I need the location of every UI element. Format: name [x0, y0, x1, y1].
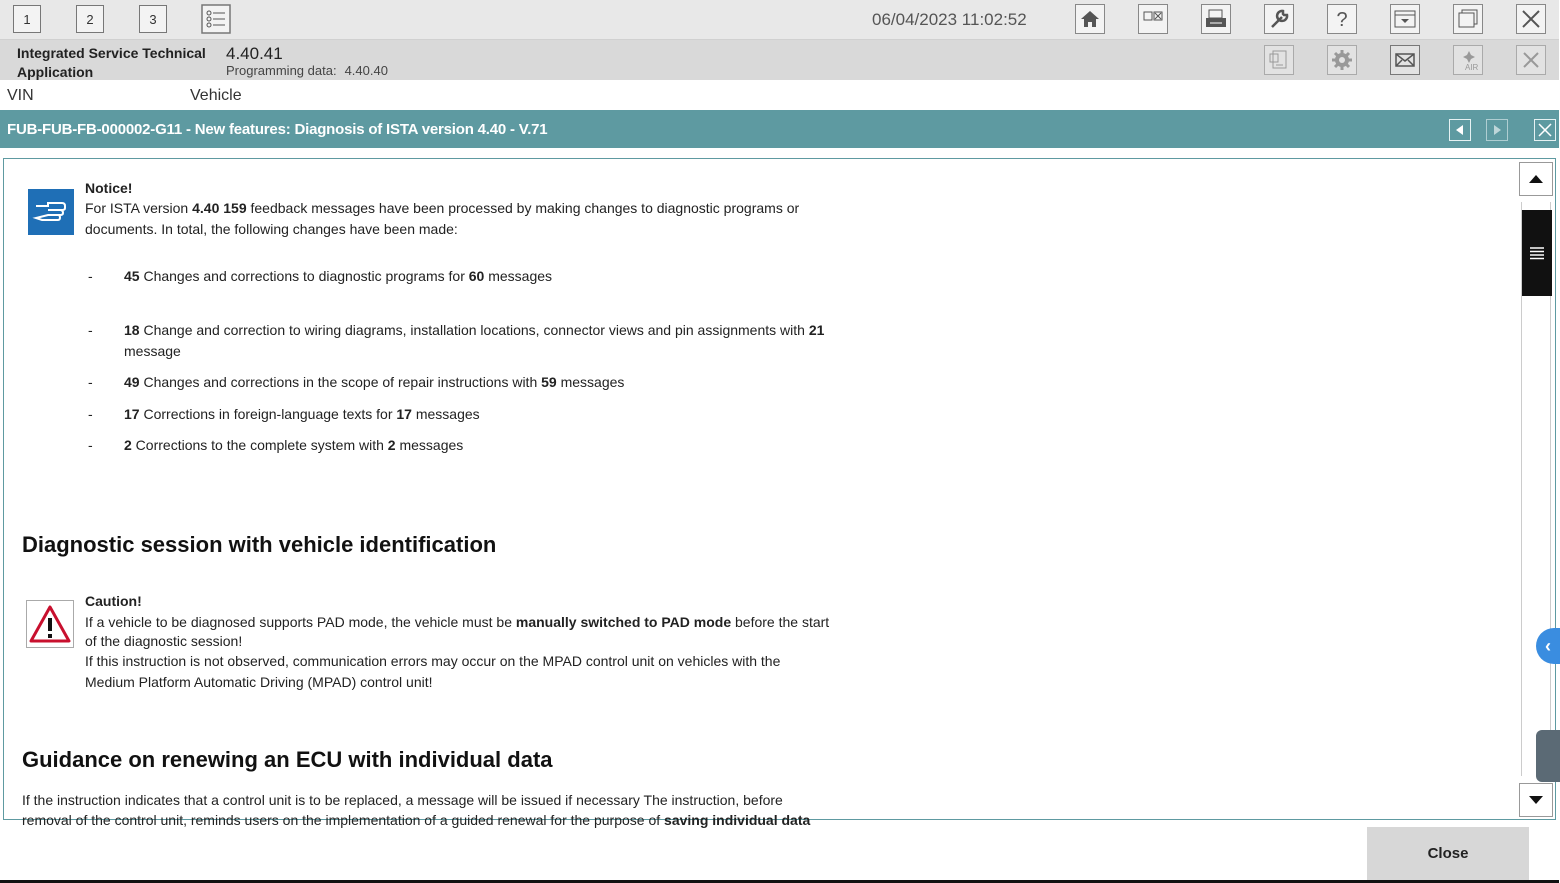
- close-icon[interactable]: [1515, 3, 1547, 35]
- caution-line-1-b: manually switched to PAD mode: [515, 614, 732, 630]
- scroll-down-button[interactable]: [1519, 783, 1553, 817]
- ecu-renewal-text: If the instruction indicates that a control unit is to be replaced, a message will be issued if necessary The instruction, before: [22, 792, 783, 808]
- scroll-track[interactable]: [1521, 202, 1551, 776]
- caution-line-3: If this instruction is not observed, communication errors may occur on the MPAD control unit on vehicles with the: [85, 653, 781, 669]
- scroll-up-button[interactable]: [1519, 162, 1553, 196]
- grip-icon: [1528, 246, 1546, 260]
- air-icon[interactable]: [1452, 44, 1484, 76]
- notice-heading: Notice!: [85, 180, 133, 196]
- bullet-suffix: messages: [395, 437, 464, 453]
- next-page-icon[interactable]: [1486, 119, 1508, 141]
- notice-line-1-b: 4.40 159: [192, 200, 247, 216]
- previous-page-icon[interactable]: [1449, 119, 1471, 141]
- bullet-messages: 17: [396, 406, 412, 422]
- bullet-messages: 2: [387, 437, 396, 453]
- home-icon[interactable]: [1074, 3, 1106, 35]
- gear-icon[interactable]: [1326, 44, 1358, 76]
- caution-line-4: Medium Platform Automatic Driving (MPAD) control unit!: [85, 674, 433, 690]
- bullet-count: 45: [124, 268, 140, 284]
- tab-1[interactable]: [11, 3, 43, 35]
- vehicle-label: Vehicle: [190, 87, 242, 104]
- tab-3-label: 3: [139, 5, 167, 33]
- document-icon[interactable]: [1263, 44, 1295, 76]
- top-toolbar: [0, 0, 1559, 40]
- datetime: 06/04/2023 11:02:52: [872, 10, 1027, 29]
- document-title: FUB-FUB-FB-000002-G11 - New features: Diagnosis of ISTA version 4.40 - V.71: [7, 121, 548, 138]
- bullet-suffix: message: [124, 343, 181, 359]
- notice-line-1-c: feedback messages have been processed by making changes to diagnostic programs or: [246, 200, 800, 216]
- document-content: [3, 158, 1556, 828]
- section-heading-diagnostic-session: Diagnostic session with vehicle identification: [22, 532, 497, 557]
- vertical-scrollbar[interactable]: [1519, 162, 1553, 817]
- svg-text:AIR: AIR: [1465, 63, 1479, 72]
- bullet-dash: -: [88, 322, 93, 338]
- svg-text:?: ?: [1336, 9, 1348, 31]
- arrow-down-icon: [1528, 795, 1544, 805]
- wrench-icon[interactable]: [1263, 3, 1295, 35]
- caution-line-1: [85, 612, 829, 632]
- document-body: [4, 159, 1516, 828]
- bullet-suffix: messages: [556, 374, 625, 390]
- caution-line-1-c: before the start: [731, 614, 830, 630]
- bullet-dash: -: [88, 437, 93, 453]
- document-close-icon[interactable]: [1534, 119, 1556, 141]
- bullet-text: Changes and corrections in the scope of repair instructions with: [139, 374, 542, 390]
- bullet-suffix: messages: [484, 268, 553, 284]
- scroll-thumb[interactable]: [1522, 210, 1552, 296]
- bullet-text: Corrections to the complete system with: [131, 437, 388, 453]
- programming-data-value: 4.40.40: [344, 63, 388, 78]
- mail-icon[interactable]: [1389, 44, 1421, 76]
- print-preview-icon[interactable]: [1137, 3, 1169, 35]
- ecu-renewal-text-2-a: removal of the control unit, reminds users on the implementation of a guided renewal for the purpose of: [22, 812, 665, 828]
- tab-1-label: 1: [13, 5, 41, 33]
- bullet-count: 49: [124, 374, 140, 390]
- printer-icon[interactable]: [1200, 3, 1232, 35]
- caution-heading: Caution!: [85, 593, 142, 609]
- tab-2[interactable]: [74, 3, 106, 35]
- bullet-count: 18: [124, 322, 140, 338]
- ecu-renewal-text-2-b: saving individual data: [664, 812, 811, 828]
- document-header: [0, 110, 1559, 148]
- bullet-messages: 59: [541, 374, 557, 390]
- arrow-up-icon: [1528, 174, 1544, 184]
- programming-data-label: Programming data:: [226, 63, 337, 78]
- help-icon[interactable]: [1326, 3, 1358, 35]
- bullet-dash: -: [88, 268, 93, 284]
- notice-line-1-a: For ISTA version: [85, 200, 193, 216]
- restore-window-icon[interactable]: [1452, 3, 1484, 35]
- side-panel-toggle-icon[interactable]: ‹: [1536, 628, 1560, 664]
- app-title: Integrated Service Technical Application: [17, 45, 206, 80]
- bullet-dash: -: [88, 406, 93, 422]
- close-button[interactable]: Close: [1367, 827, 1529, 880]
- section-heading-ecu-renewal: Guidance on renewing an ECU with individual data: [22, 747, 553, 772]
- bullet-text: Corrections in foreign-language texts for: [139, 406, 397, 422]
- list-icon[interactable]: [200, 3, 232, 35]
- bullet-count: 2: [124, 437, 132, 453]
- vehicle-info-row: [0, 80, 1559, 109]
- notice-line-2: documents. In total, the following changes have been made:: [85, 221, 458, 237]
- secondary-close-icon[interactable]: [1515, 44, 1547, 76]
- tab-3[interactable]: [137, 3, 169, 35]
- bullet-dash: -: [88, 374, 93, 390]
- programming-data: [226, 63, 388, 78]
- bullet-text: Change and correction to wiring diagrams, installation locations, connector views and pin assignments with: [139, 322, 809, 338]
- caution-line-1-a: If a vehicle to be diagnosed supports PAD mode, the vehicle must be: [85, 614, 516, 630]
- dropdown-window-icon[interactable]: [1389, 3, 1421, 35]
- app-version: 4.40.41: [226, 44, 283, 63]
- tab-2-label: 2: [76, 5, 104, 33]
- bullet-text: Changes and corrections to diagnostic programs for: [139, 268, 469, 284]
- remote-support-tab[interactable]: [1536, 730, 1560, 782]
- notice-line-1: [85, 198, 799, 218]
- bullet-messages: 21: [808, 322, 825, 338]
- vin-label: VIN: [7, 87, 34, 104]
- bullet-messages: 60: [468, 268, 485, 284]
- bullet-suffix: messages: [411, 406, 480, 422]
- bullet-count: 17: [124, 406, 140, 422]
- caution-line-2: of the diagnostic session!: [85, 633, 243, 649]
- ecu-renewal-text-2: [22, 810, 810, 830]
- notice-hand-icon: [28, 189, 74, 235]
- warning-triangle-icon: [26, 600, 74, 648]
